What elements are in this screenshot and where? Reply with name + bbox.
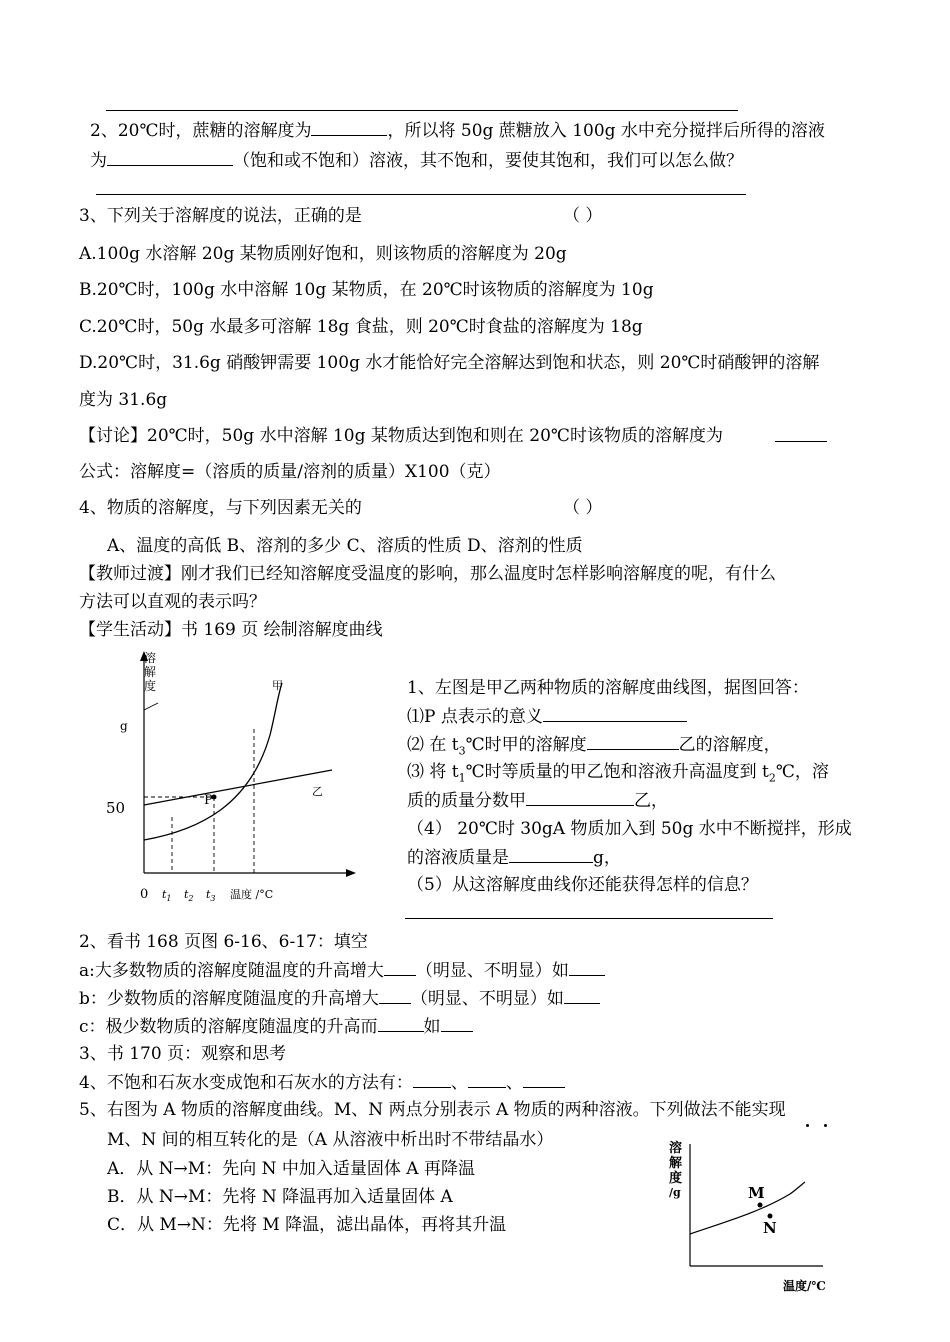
g1q-p4-blank[interactable] — [509, 846, 593, 863]
top-answer-line — [106, 110, 738, 111]
g1q-p2-text-b: ℃时甲的溶解度 — [465, 735, 587, 755]
y-tick-50: 50 — [106, 799, 126, 817]
x-axis-label: 温度/℃ — [783, 1279, 826, 1293]
q2-blank-1[interactable] — [311, 119, 387, 136]
q3-paren[interactable]: （ ） — [563, 206, 603, 226]
sec2-a — [79, 959, 605, 982]
sec4-sep2: 、 — [505, 1073, 523, 1093]
sec3: 3、书 170 页：观察和思考 — [79, 1044, 287, 1064]
sec5-option-a: A．从 N→M：先向 N 中加入适量固体 A 再降温 — [107, 1159, 475, 1179]
g1q-p2-blank[interactable] — [587, 733, 679, 750]
g1q-p2-text-c: 乙的溶解度， — [678, 735, 781, 755]
sec2-a-text1: a:大多数物质的溶解度随温度的升高增大 — [79, 961, 384, 981]
curve-jia — [144, 683, 282, 840]
q2-text-a: 2、20℃时，蔗糖的溶解度为 — [90, 121, 312, 141]
discussion-blank[interactable] — [775, 425, 827, 442]
sec4-sep1: 、 — [450, 1073, 468, 1093]
y-label-char-3: 度 — [144, 679, 157, 693]
g1q-p5-answer-line — [405, 918, 773, 919]
q2-text-d: （饱和或不饱和）溶液，其不饱和，要使其饱和，我们可以怎么做？ — [233, 151, 743, 171]
g1q-p3-blank[interactable] — [526, 789, 634, 806]
sec4-text: 4、不饱和石灰水变成饱和石灰水的方法有： — [79, 1073, 413, 1093]
sec2-c-text2: 如 — [423, 1017, 441, 1037]
x-axis-arrow — [346, 869, 356, 877]
q3-option-b: B.20℃时，100g 水中溶解 10g 某物质，在 20℃时该物质的溶解度为 10g — [79, 280, 654, 300]
sec2-c-blank1[interactable] — [378, 1015, 424, 1032]
point-p-label: P — [204, 793, 213, 808]
point-n-label: N — [763, 1219, 777, 1237]
q4-paren[interactable]: （ ） — [563, 498, 603, 518]
discussion-text: 【讨论】20℃时，50g 水中溶解 10g 某物质达到饱和则在 20℃时该物质的溶解度为 — [79, 426, 723, 446]
q3-option-c: C.20℃时，50g 水最多可溶解 18g 食盐，则 20℃时食盐的溶解度为 18g — [79, 317, 643, 337]
q3-stem-text: 3、下列关于溶解度的说法，正确的是 — [79, 206, 362, 226]
g1q-p4-c: g， — [593, 848, 621, 868]
discussion — [79, 425, 723, 447]
point-n — [768, 1214, 773, 1219]
g1q-p3-text-c: ℃，溶 — [775, 762, 829, 782]
q4-stem: 4、物质的溶解度，与下列因素无关的 — [79, 498, 362, 518]
x-tick-t1: $t_1$ — [162, 888, 172, 903]
sec4-blank2[interactable] — [468, 1071, 506, 1088]
sec2-c-text1: c：极少数物质的溶解度随温度的升高而 — [79, 1017, 378, 1037]
g1q-p4: （4） 20℃时 30gA 物质加入到 50g 水中不断搅拌，形成 — [407, 819, 852, 839]
sec2-b — [79, 987, 600, 1010]
q3-option-a: A.100g 水溶解 20g 某物质刚好饱和，则该物质的溶解度为 20g — [79, 244, 567, 264]
sec4-blank1[interactable] — [413, 1071, 451, 1088]
g1q-p3-line2 — [407, 789, 668, 812]
student-activity: 【学生活动】书 169 页 绘制溶解度曲线 — [79, 620, 383, 640]
sec2-b-blank2[interactable] — [564, 987, 600, 1004]
teacher-transition-line1: 【教师过渡】刚才我们已经知溶解度受温度的影响，那么温度时怎样影响溶解度的呢，有什么 — [79, 564, 776, 584]
curve-yi-label: 乙 — [312, 785, 323, 798]
g1q-p3-text-b: ℃时等质量的甲乙饱和溶液升高温度到 t — [465, 762, 769, 782]
formula: 公式：溶解度=（溶质的质量/溶剂的质量）X100（克） — [79, 462, 501, 482]
sec5-option-c: C．从 M→N：先将 M 降温，滤出晶体，再将其升温 — [107, 1215, 507, 1235]
q3-option-d-line2: 度为 31.6g — [79, 390, 168, 410]
solubility-chart-1 — [100, 645, 360, 905]
sec2-b-text1: b：少数物质的溶解度随温度的升高增大 — [79, 989, 379, 1009]
g1q-p2-text-a: ⑵ 在 t — [407, 735, 459, 755]
sec2-b-text2: （明显、不明显）如 — [410, 989, 564, 1009]
g1q-p2-sub: 3 — [458, 744, 466, 758]
q2-text-c: 为 — [90, 151, 107, 171]
x-axis-label: 温度 /°C — [230, 888, 274, 901]
sec2-b-blank1[interactable] — [379, 987, 411, 1004]
g1q-p1-blank[interactable] — [543, 705, 687, 722]
g1q-p3-line2-b: 乙， — [634, 791, 668, 811]
g1q-p1 — [407, 705, 687, 728]
q2-blank-2[interactable] — [107, 149, 233, 166]
q3-stem — [79, 205, 362, 227]
sec2-c-blank2[interactable] — [441, 1015, 473, 1032]
q2-text-b: ，所以将 50g 蔗糖放入 100g 水中充分搅拌后所得的溶液 — [387, 121, 825, 141]
x-tick-t2: $t_2$ — [184, 888, 194, 903]
q2-line1 — [90, 119, 825, 142]
sec5-line1: 5、右图为 A 物质的溶解度曲线。M、N 两点分别表示 A 物质的两种溶液。下列做法不能实现 — [79, 1100, 786, 1120]
x-origin: 0 — [140, 887, 149, 902]
curve-yi — [144, 770, 332, 805]
teacher-transition-line2: 方法可以直观的表示吗？ — [79, 592, 266, 612]
sec2-a-text2: （明显、不明显）如 — [415, 961, 569, 981]
sec5-option-b: B．从 N→M：先将 N 降温再加入适量固体 A — [107, 1187, 453, 1207]
y-label-char-3: 度 — [669, 1171, 683, 1186]
q3-option-d-line1: D.20℃时，31.6g 硝酸钾需要 100g 水才能恰好完全溶解达到饱和状态，则 20℃时硝酸钾的溶解 — [79, 353, 820, 373]
curve-jia-label: 甲 — [272, 679, 283, 692]
g1q-p3-sub2: 2 — [768, 771, 776, 785]
g1q-p2 — [407, 733, 781, 762]
emphasis-dot-2 — [824, 1124, 827, 1127]
y-label-unit: /g — [669, 1186, 681, 1199]
sec4 — [79, 1071, 565, 1094]
point-m — [758, 1203, 763, 1208]
g1q-p4-line2 — [407, 846, 621, 869]
x-tick-t3: $t_3$ — [206, 888, 216, 903]
point-m-label: M — [748, 1184, 765, 1202]
y-unit: g — [120, 719, 128, 733]
sec5-line2: M、N 间的相互转化的是（A 从溶液中析出时不带结晶水） — [107, 1130, 554, 1150]
sec2-a-blank2[interactable] — [569, 959, 605, 976]
g1q-p3-text-a: ⑶ 将 t — [407, 762, 459, 782]
g1q-p3-line2-a: 质的质量分数甲 — [407, 791, 526, 811]
g1q-p3 — [407, 761, 829, 789]
g1q-p5: （5）从这溶解度曲线你还能获得怎样的信息？ — [407, 875, 758, 895]
y-label-char-1: 溶 — [144, 651, 157, 665]
q2-line2 — [90, 149, 743, 172]
g1q-intro: 1、左图是甲乙两种物质的溶解度曲线图，据图回答： — [407, 678, 809, 698]
g1q-p4-b: 的溶液质量是 — [407, 848, 509, 868]
sec2-c — [79, 1015, 473, 1038]
emphasis-dot-1 — [806, 1124, 809, 1127]
q4-options: A、温度的高低 B、溶剂的多少 C、溶质的性质 D、溶剂的性质 — [107, 536, 583, 556]
y-label-leader — [144, 703, 158, 710]
q2-answer-line — [96, 194, 746, 195]
sec2-a-blank1[interactable] — [384, 959, 416, 976]
g1q-p1-text: ⑴P 点表示的意义 — [407, 707, 543, 727]
y-label-char-1: 溶 — [669, 1141, 683, 1156]
y-label-char-2: 解 — [669, 1156, 683, 1171]
sec2-title: 2、看书 168 页图 6-16、6-17：填空 — [79, 932, 368, 952]
g1q-p3-sub1: 1 — [458, 771, 466, 785]
solubility-chart-2 — [665, 1138, 865, 1308]
y-label-char-2: 解 — [144, 665, 157, 679]
sec4-blank3[interactable] — [523, 1071, 565, 1088]
